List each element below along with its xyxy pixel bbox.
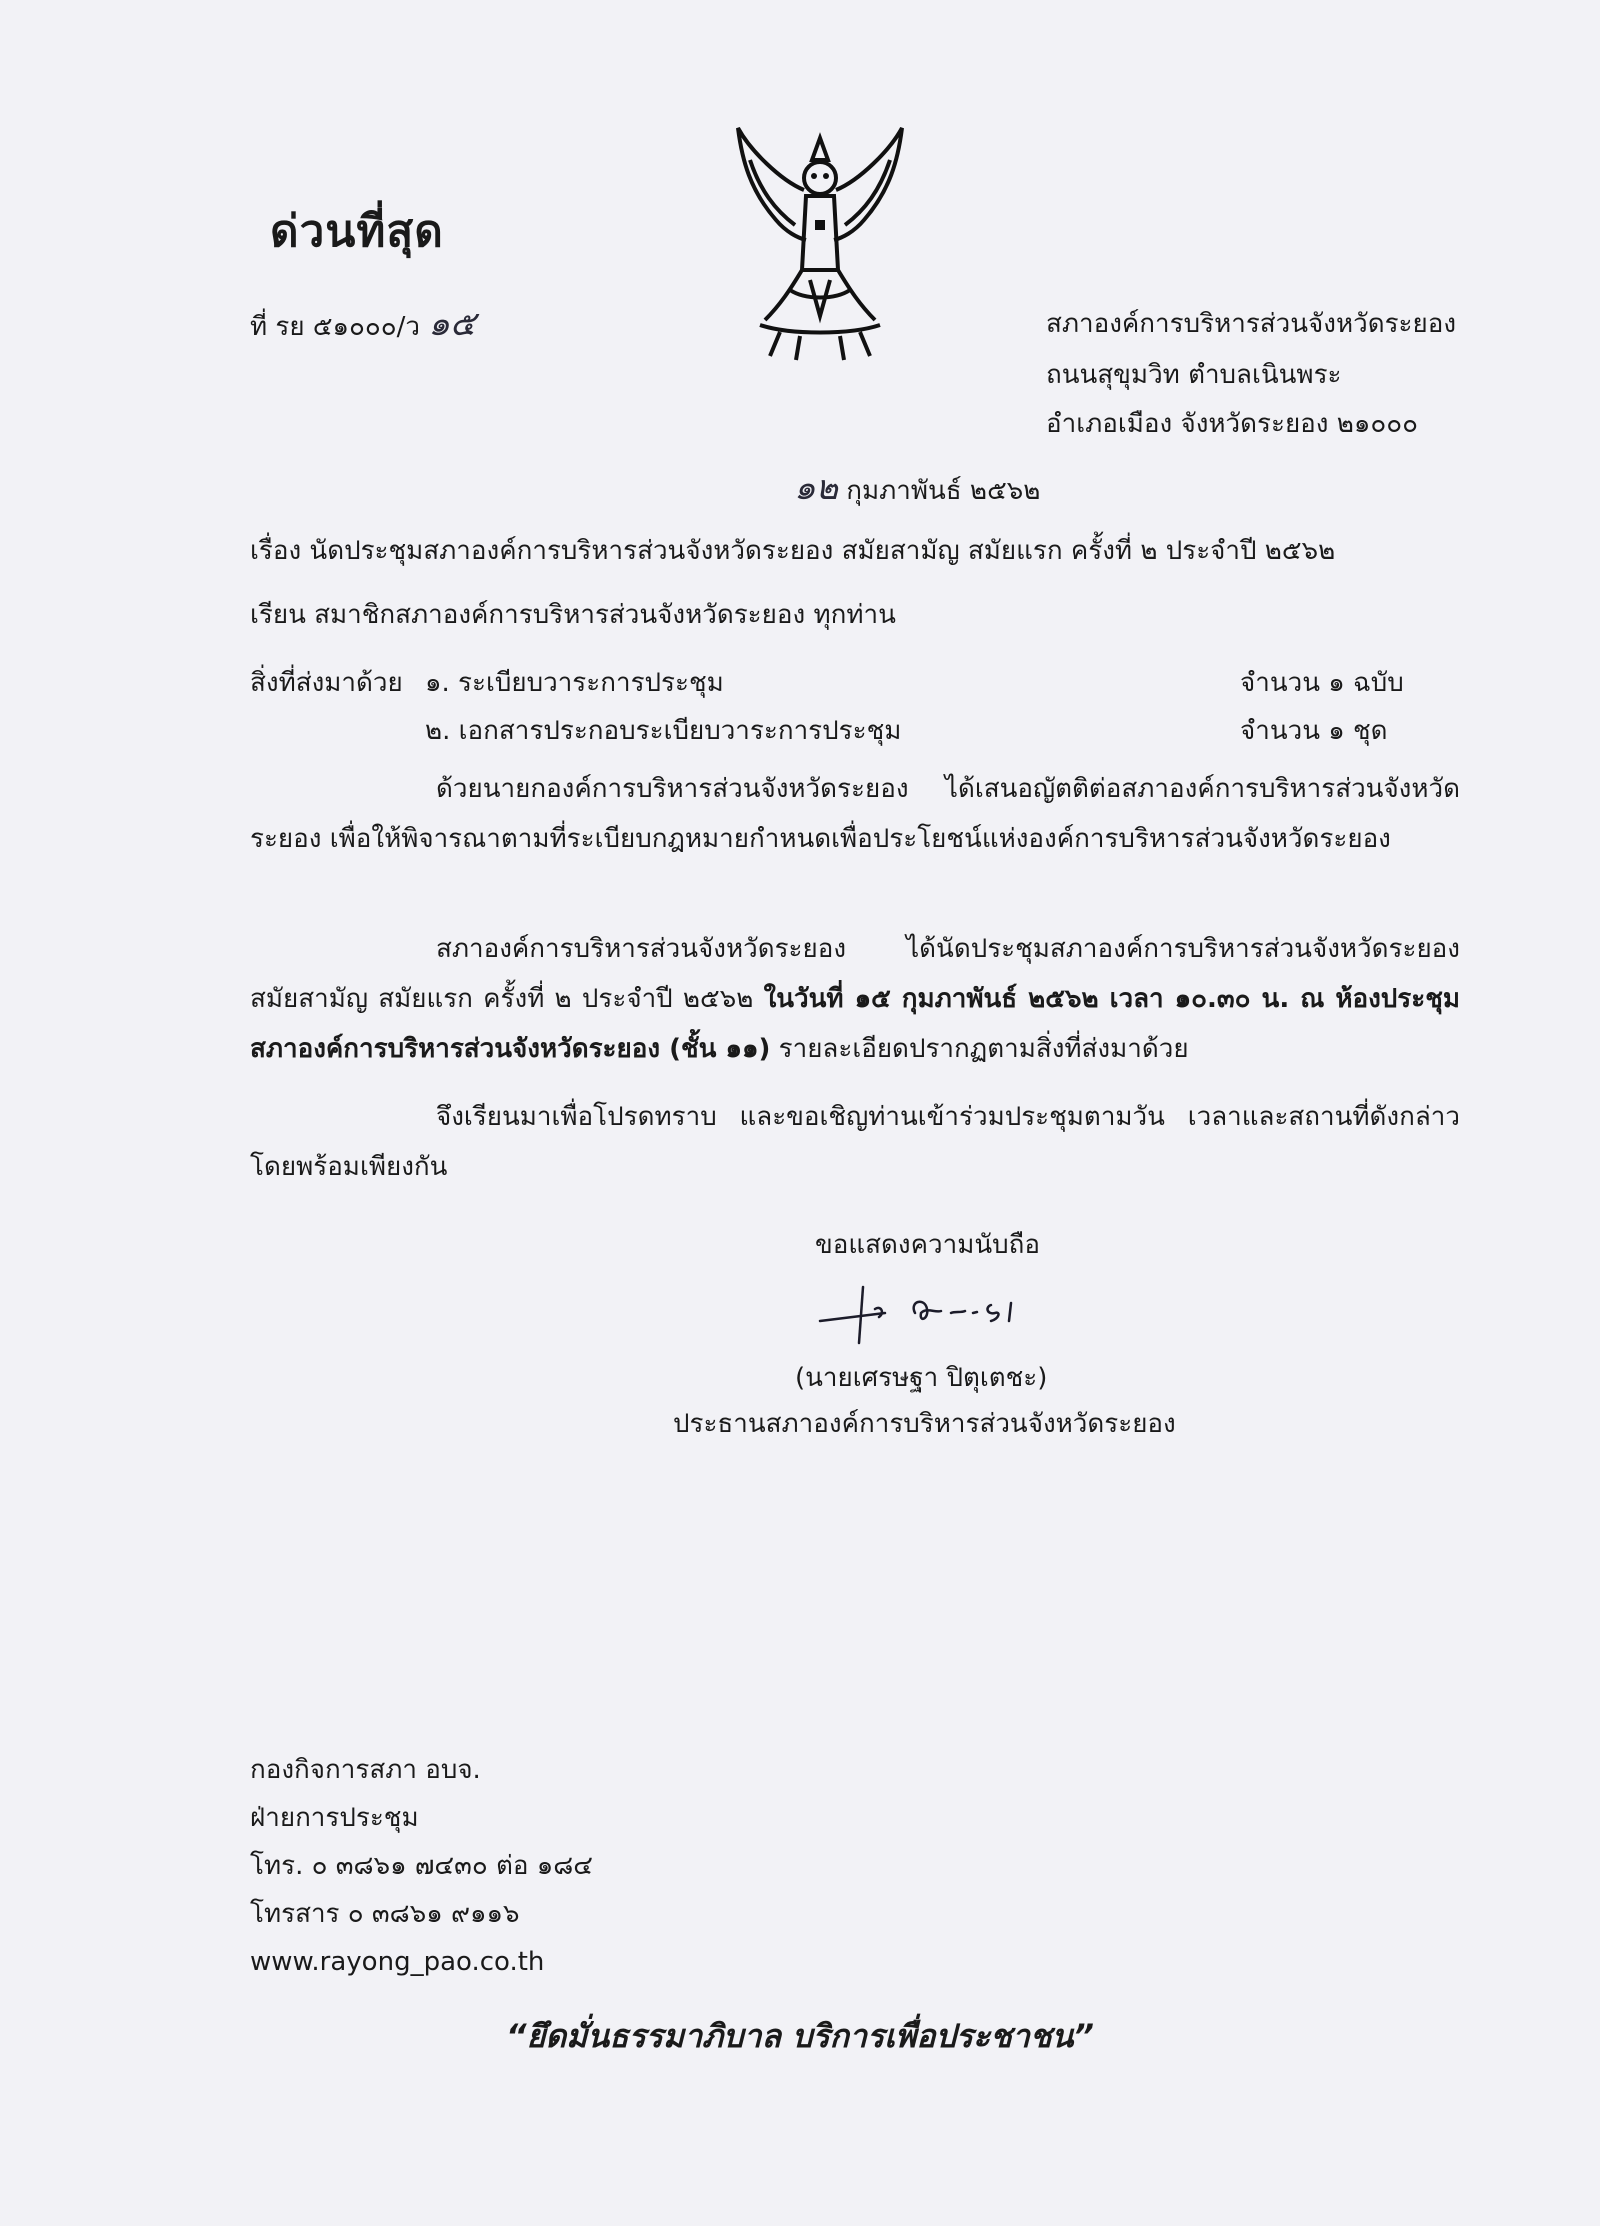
body-paragraph-1: ด้วยนายกองค์การบริหารส่วนจังหวัดระยอง ได้เสนอญัตติต่อสภาองค์การบริหารส่วนจังหวัดระยอง เพื่อให้พิจารณาตามที่ระเบียบกฎหมายกำหนดเพื่อประโยชน์แห่งองค์การบริหารส่วนจังหวัดระยอง (250, 774, 1460, 854)
handwritten-signature (815, 1283, 1030, 1345)
reference-handwritten-number: ๑๕ (428, 304, 476, 344)
reference-number (250, 306, 476, 345)
reference-prefix: ที่ รย ๕๑๐๐๐/ว (250, 312, 421, 342)
sender-address-line-3: อำเภอเมือง จังหวัดระยอง ๒๑๐๐๐ (1046, 409, 1418, 439)
meeting-datetime-location: ในวันที่ ๑๕ กุมภาพันธ์ ๒๕๖๒ เวลา ๑๐.๓๐ น. ณ ห้องประชุมสภาองค์การบริหารส่วนจังหวัดระยอง (ชั้น ๑๑) (250, 984, 1460, 1064)
closing-phrase: ขอแสดงความนับถือ (815, 1230, 1040, 1260)
footer-line-section: ฝ่ายการประชุม (250, 1803, 419, 1833)
urgency-stamp: ด่วนที่สุด (270, 206, 444, 257)
date-month-year: กุมภาพันธ์ ๒๕๖๒ (846, 476, 1041, 506)
date-handwritten-day: ๑๒ (794, 468, 838, 508)
enclosures-label: สิ่งที่ส่งมาด้วย (250, 668, 403, 698)
paragraph-2-outro: รายละเอียดปรากฏตามสิ่งที่ส่งมาด้วย (770, 1034, 1189, 1064)
footer-line-phone: โทร. ๐ ๓๘๖๑ ๗๔๓๐ ต่อ ๑๘๔ (250, 1851, 593, 1881)
letter-subject: เรื่อง นัดประชุมสภาองค์การบริหารส่วนจังหวัดระยอง สมัยสามัญ สมัยแรก ครั้งที่ ๒ ประจำปี ๒๕๖๒ (250, 536, 1336, 566)
sender-address-line-1: สภาองค์การบริหารส่วนจังหวัดระยอง (1046, 309, 1457, 339)
sender-address-line-2: ถนนสุขุมวิท ตำบลเนินพระ (1046, 360, 1342, 390)
enclosure-quantity: จำนวน ๑ ฉบับ (1240, 668, 1404, 698)
body-paragraph-3: จึงเรียนมาเพื่อโปรดทราบ และขอเชิญท่านเข้าร่วมประชุมตามวัน เวลาและสถานที่ดังกล่าว โดยพร้อมเพียงกัน (250, 1102, 1460, 1182)
garuda-emblem-icon (720, 120, 920, 370)
paragraph-2-intro: สภาองค์การบริหารส่วนจังหวัดระยอง ได้นัดประชุมสภาองค์การบริหารส่วนจังหวัดระยอง สมัยสามัญ สมัยแรก ครั้งที่ ๒ ประจำปี ๒๕๖๒ (250, 934, 1460, 1014)
body-paragraph-2 (250, 924, 1460, 1074)
letter-date (794, 470, 1040, 509)
enclosure-item: ๒. เอกสารประกอบระเบียบวาระการประชุม (425, 716, 902, 746)
footer-line-fax: โทรสาร ๐ ๓๘๖๑ ๙๑๑๖ (250, 1899, 520, 1929)
footer-line-department: กองกิจการสภา อบจ. (250, 1755, 481, 1785)
enclosure-quantity: จำนวน ๑ ชุด (1240, 716, 1388, 746)
footer-website-link[interactable]: www.rayong_pao.co.th (250, 1947, 545, 1977)
signer-position: ประธานสภาองค์การบริหารส่วนจังหวัดระยอง (673, 1409, 1176, 1439)
enclosure-item: ๑. ระเบียบวาระการประชุม (425, 668, 724, 698)
signer-name: (นายเศรษฐา ปิตุเตชะ) (795, 1363, 1048, 1393)
letter-recipient: เรียน สมาชิกสภาองค์การบริหารส่วนจังหวัดระยอง ทุกท่าน (250, 600, 896, 630)
slogan: “ยึดมั่นธรรมาภิบาล บริการเพื่อประชาชน” (505, 2017, 1095, 2055)
